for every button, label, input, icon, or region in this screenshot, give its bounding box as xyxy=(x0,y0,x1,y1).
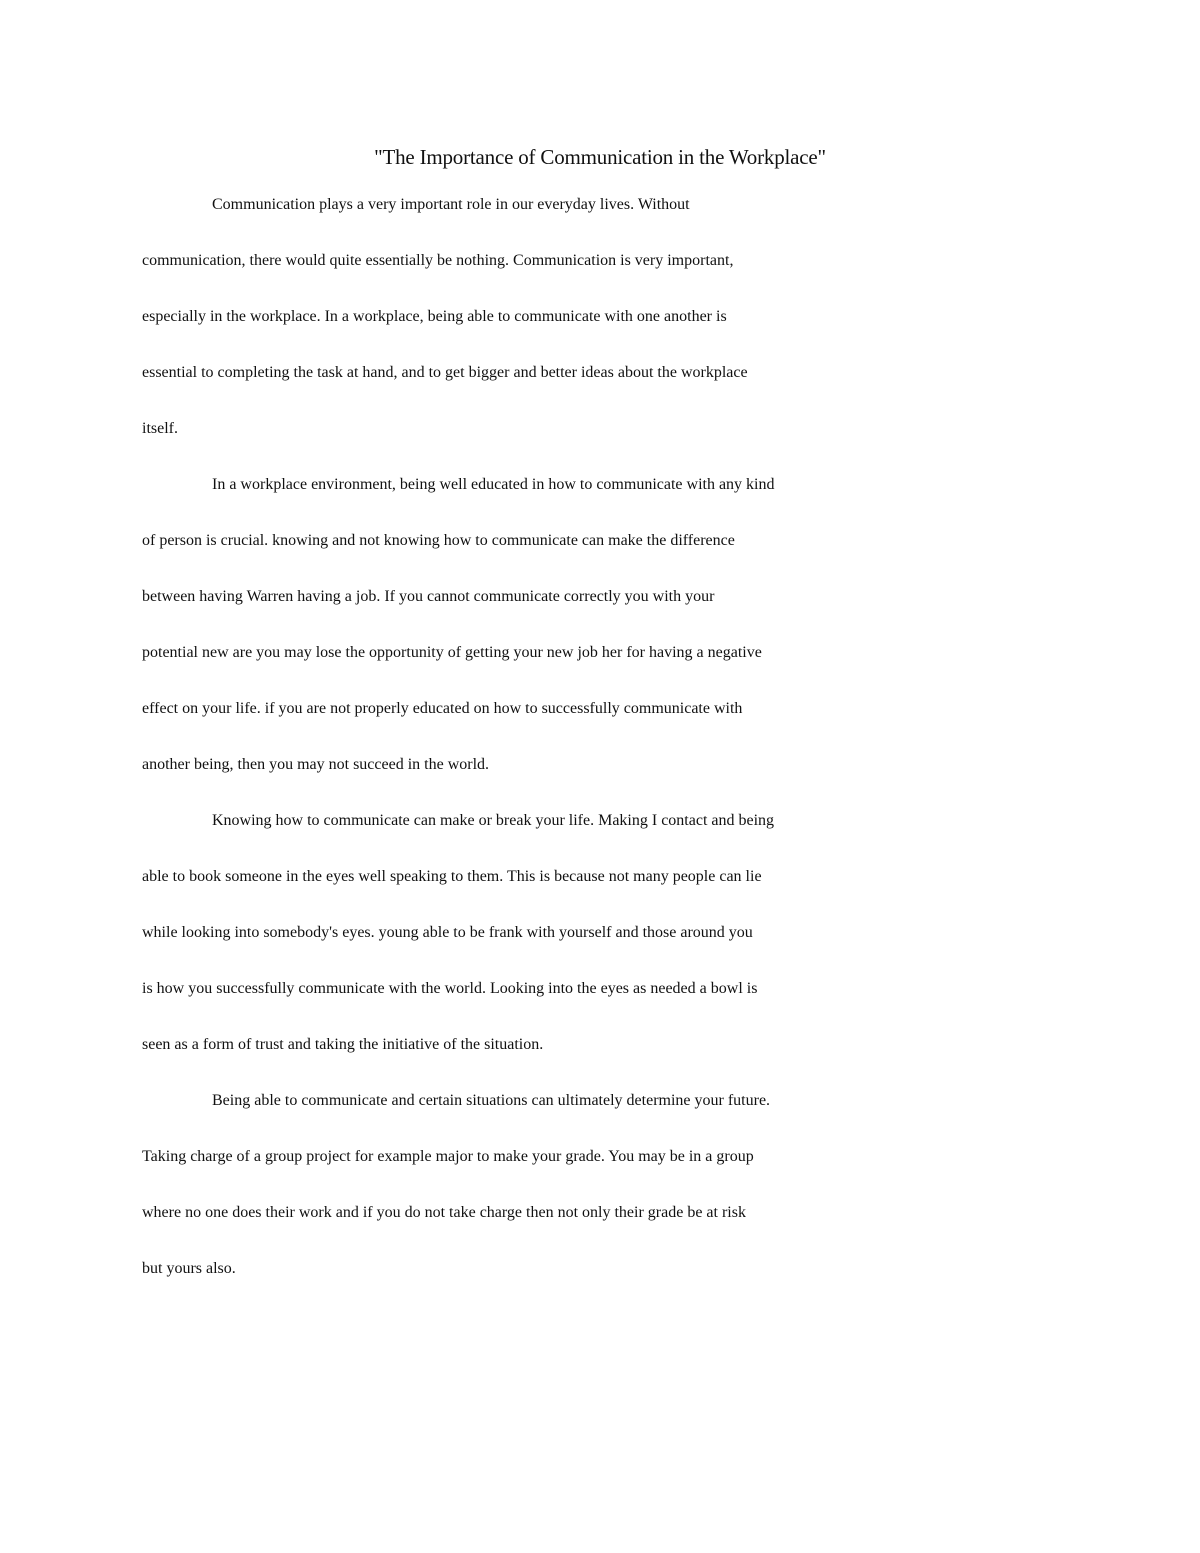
document-body xyxy=(142,196,1062,1316)
paragraph-line: able to book someone in the eyes well speaking to them. This is because not many people can lie xyxy=(142,868,762,885)
paragraph-line: Knowing how to communicate can make or break your life. Making I contact and being xyxy=(212,812,775,829)
paragraph-line: essential to completing the task at hand, and to get bigger and better ideas about the workplace xyxy=(142,364,748,381)
document-title: "The Importance of Communication in the Workplace" xyxy=(374,145,826,169)
paragraph-line: itself. xyxy=(142,420,178,437)
paragraph-line: In a workplace environment, being well educated in how to communicate with any kind xyxy=(212,476,775,493)
paragraph-line: Being able to communicate and certain situations can ultimately determine your future. xyxy=(212,1092,771,1109)
paragraph-line: is how you successfully communicate with the world. Looking into the eyes as needed a bowl is xyxy=(142,980,758,997)
paragraph-line: communication, there would quite essentially be nothing. Communication is very important, xyxy=(142,252,734,269)
paragraph-line: seen as a form of trust and taking the initiative of the situation. xyxy=(142,1036,544,1053)
paragraph-line: between having Warren having a job. If you cannot communicate correctly you with your xyxy=(142,588,715,605)
paragraph-1 xyxy=(142,196,1062,476)
paragraph-line: of person is crucial. knowing and not knowing how to communicate can make the difference xyxy=(142,532,735,549)
paragraph-line: especially in the workplace. In a workplace, being able to communicate with one another is xyxy=(142,308,727,325)
paragraph-line: while looking into somebody's eyes. young able to be frank with yourself and those around you xyxy=(142,924,753,941)
paragraph-line: Taking charge of a group project for example major to make your grade. You may be in a group xyxy=(142,1148,754,1165)
paragraph-line: but yours also. xyxy=(142,1260,236,1277)
paragraph-line: potential new are you may lose the opportunity of getting your new job her for having a negative xyxy=(142,644,762,661)
paragraph-line: another being, then you may not succeed in the world. xyxy=(142,756,490,773)
paragraph-4 xyxy=(142,1092,1062,1316)
paragraph-2 xyxy=(142,476,1062,812)
paragraph-3 xyxy=(142,812,1062,1092)
paragraph-line: effect on your life. if you are not properly educated on how to successfully communicate with xyxy=(142,700,743,717)
paragraph-line: Communication plays a very important role in our everyday lives. Without xyxy=(212,196,690,213)
paragraph-line: where no one does their work and if you do not take charge then not only their grade be at risk xyxy=(142,1204,746,1221)
